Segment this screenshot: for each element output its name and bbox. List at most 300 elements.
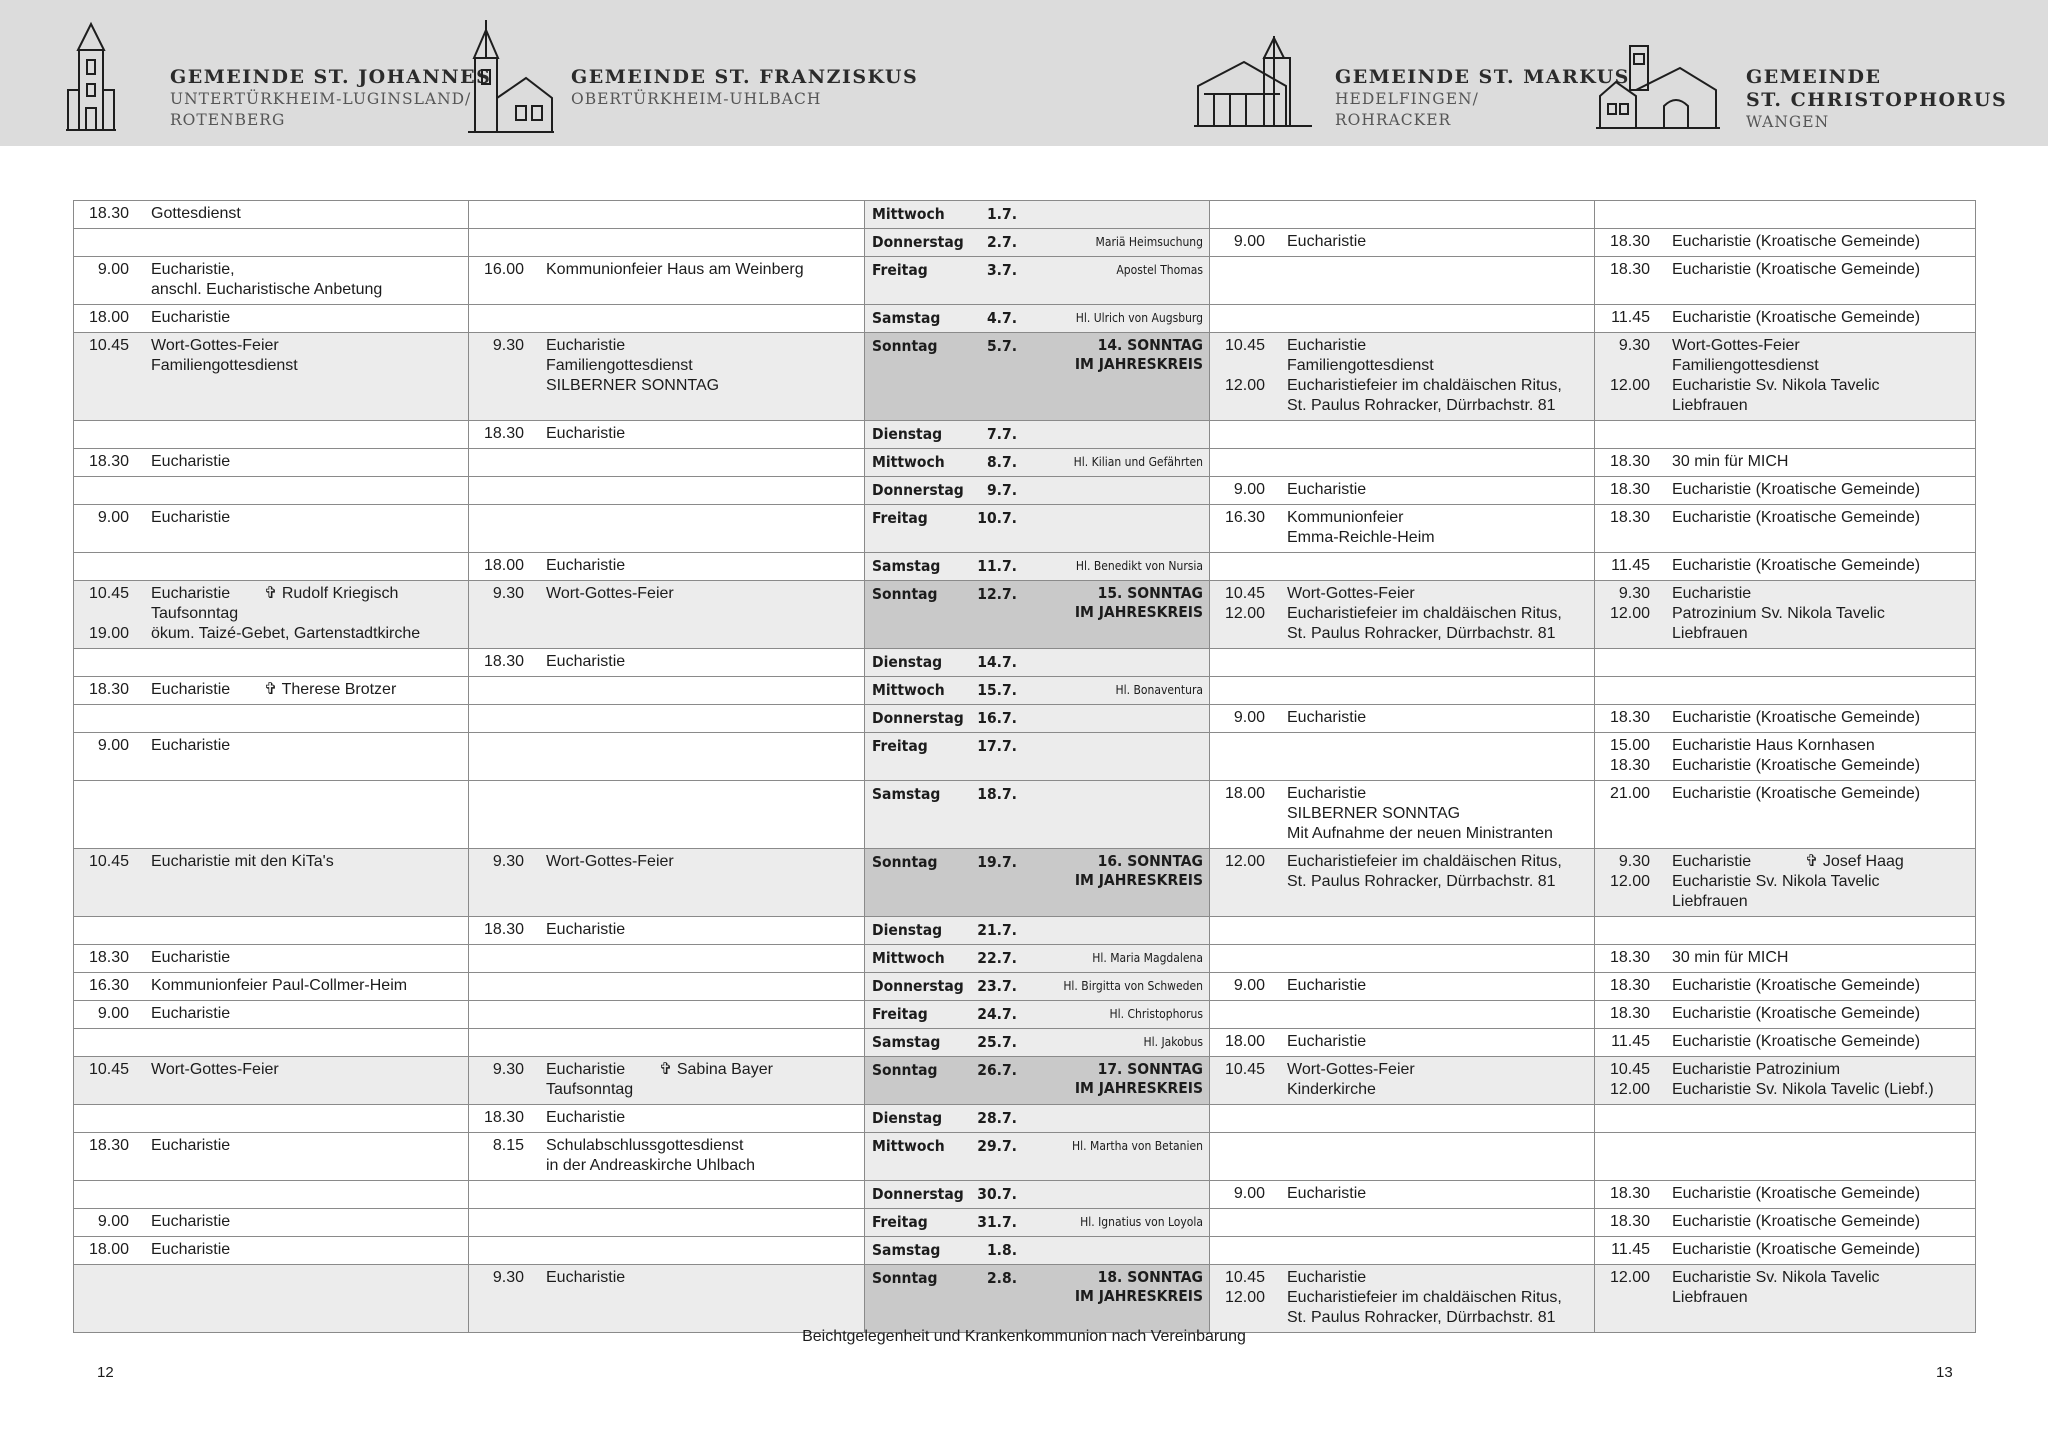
service-text [1265, 976, 1594, 996]
service-line [1595, 452, 1975, 472]
weekday: Sonntag [872, 585, 938, 603]
service-time: 10.45 [1224, 585, 1265, 602]
day-cell [865, 553, 1210, 581]
date: 9.7. [986, 481, 1017, 499]
service-line [1210, 1288, 1594, 1308]
parish-cell-c3 [1210, 973, 1595, 1001]
parish-cell-c4 [1595, 305, 1976, 333]
service-title: Liebfrauen [1672, 625, 1748, 642]
service-line [74, 948, 468, 968]
parish-cell-c2 [469, 449, 865, 477]
feast-label [1017, 1268, 1203, 1306]
date: 4.7. [986, 309, 1017, 327]
day-line [865, 736, 1209, 756]
day-cell [865, 849, 1210, 917]
service-title: Familiengottesdienst [151, 357, 298, 374]
feast-label [1017, 680, 1203, 700]
schedule-row [74, 1133, 1976, 1181]
schedule-row [74, 333, 1976, 421]
date: 16.7. [977, 709, 1017, 727]
day-cell [865, 1181, 1210, 1209]
parish-name-2: ST. CHRISTOPHORUS [1746, 89, 2008, 111]
service-title: Eucharistie [546, 1109, 626, 1126]
service-time [469, 1156, 524, 1176]
schedule-row [74, 477, 1976, 505]
service-time [469, 376, 524, 396]
date: 12.7. [977, 585, 1017, 603]
service-time: 19.00 [88, 625, 129, 642]
service-time: 10.45 [1224, 337, 1265, 354]
service-line [1210, 804, 1594, 824]
service-title: Taufsonntag [546, 1081, 634, 1098]
service-text [1650, 396, 1975, 416]
service-line [1210, 624, 1594, 644]
day-line [865, 652, 1209, 672]
service-text [1650, 784, 1975, 804]
feast-label [1017, 452, 1203, 472]
parish-cell-c4 [1595, 229, 1976, 257]
weekday: Freitag [872, 261, 928, 279]
feast-label-line: 17. SONNTAG [1097, 1060, 1203, 1078]
service-title: Familiengottesdienst [1287, 357, 1434, 374]
day-line [865, 680, 1209, 700]
service-title: Kommunionfeier [1287, 509, 1404, 526]
service-text [129, 604, 468, 624]
service-time: 18.30 [88, 949, 129, 966]
service-text [1265, 336, 1594, 356]
service-text [1265, 1032, 1594, 1052]
service-text [524, 424, 864, 444]
parish-cell-c4 [1595, 553, 1976, 581]
feast-label-line: Hl. Ignatius von Loyola [1080, 1215, 1203, 1229]
parish-cell-c3 [1210, 1133, 1595, 1181]
service-time: 21.00 [1609, 785, 1650, 802]
service-line [1210, 1080, 1594, 1100]
service-time: 18.00 [88, 309, 129, 326]
service-title: Eucharistie (Kroatische Gemeinde) [1672, 785, 1921, 802]
parish-area: UNTERTÜRKHEIM-LUGINSLAND/ [170, 90, 472, 108]
service-line [469, 1268, 864, 1288]
parish-cell-c1 [74, 1057, 469, 1105]
church-johannes-icon [66, 20, 116, 134]
service-title: 30 min für MICH [1672, 453, 1789, 470]
day-line [865, 1212, 1209, 1232]
service-text [1650, 1240, 1975, 1260]
service-title: Wort-Gottes-Feier [546, 853, 674, 870]
service-time: 18.30 [483, 653, 524, 670]
service-title: Eucharistie Sv. Nikola Tavelic [1672, 873, 1880, 890]
service-line [469, 376, 864, 396]
service-time [1210, 1080, 1265, 1100]
weekday: Samstag [872, 1241, 941, 1259]
day-cell [865, 1237, 1210, 1265]
weekday: Mittwoch [872, 1137, 945, 1155]
weekday: Donnerstag [872, 481, 964, 499]
service-title: Wort-Gottes-Feier [151, 337, 279, 354]
service-text [129, 280, 468, 300]
parish-cell-c1 [74, 505, 469, 553]
schedule-row [74, 305, 1976, 333]
service-line [1595, 976, 1975, 996]
feast-label [1017, 556, 1203, 576]
service-line [1210, 336, 1594, 356]
service-time: 18.30 [483, 1109, 524, 1126]
feast-label [1017, 948, 1203, 968]
service-title: Familiengottesdienst [546, 357, 693, 374]
feast-label [1017, 1240, 1203, 1260]
parish-cell-c1 [74, 229, 469, 257]
service-text [1650, 756, 1975, 776]
service-title: Eucharistie [151, 453, 231, 470]
service-time: 18.30 [1609, 977, 1650, 994]
service-line [469, 1080, 864, 1100]
day-line [865, 204, 1209, 224]
service-title: Eucharistie (Kroatische Gemeinde) [1672, 557, 1921, 574]
day-line [865, 1136, 1209, 1156]
service-title: Familiengottesdienst [1672, 357, 1819, 374]
service-text [129, 336, 468, 356]
day-cell [865, 229, 1210, 257]
service-time: 10.45 [88, 1061, 129, 1078]
service-text [1265, 1080, 1594, 1100]
service-text [1650, 892, 1975, 912]
service-text [1265, 1184, 1594, 1204]
service-line [1210, 976, 1594, 996]
service-time: 12.00 [1224, 1289, 1265, 1306]
service-line [1595, 892, 1975, 912]
service-title: Eucharistie Sv. Nikola Tavelic (Liebf.) [1672, 1081, 1934, 1098]
feast-label [1017, 1004, 1203, 1024]
service-text [1265, 480, 1594, 500]
date: 25.7. [977, 1033, 1017, 1051]
service-text [1650, 1268, 1975, 1288]
parish-cell-c4 [1595, 333, 1976, 421]
service-text [1650, 508, 1975, 528]
parish-cell-c3 [1210, 677, 1595, 705]
service-text [129, 948, 468, 968]
service-time: 9.30 [492, 1269, 524, 1286]
feast-label [1017, 232, 1203, 252]
service-title: Eucharistie [1287, 481, 1367, 498]
service-title: Eucharistie (Kroatische Gemeinde) [1672, 1185, 1921, 1202]
parish-cell-c4 [1595, 917, 1976, 945]
weekday: Mittwoch [872, 949, 945, 967]
service-text [1650, 1060, 1975, 1080]
parish-cell-c3 [1210, 705, 1595, 733]
service-text [1650, 1212, 1975, 1232]
service-line [1595, 852, 1975, 872]
service-title: Eucharistie [546, 1061, 626, 1078]
service-time: 18.30 [1609, 757, 1650, 774]
service-title: Eucharistie [151, 509, 231, 526]
service-text [1265, 708, 1594, 728]
service-title: Eucharistie (Kroatische Gemeinde) [1672, 481, 1921, 498]
service-line [1595, 480, 1975, 500]
schedule-row [74, 505, 1976, 553]
service-text [129, 452, 468, 472]
parish-cell-c2 [469, 1181, 865, 1209]
parish-name: GEMEINDE ST. FRANZISKUS [571, 66, 919, 88]
service-text [524, 1268, 864, 1288]
service-title: Eucharistie [1287, 785, 1367, 802]
parish-cell-c3 [1210, 229, 1595, 257]
parish-area: HEDELFINGEN/ [1335, 90, 1479, 108]
service-text [524, 1060, 864, 1080]
service-title: Eucharistie [546, 1269, 626, 1286]
service-text [129, 1136, 468, 1156]
service-time: 10.45 [1224, 1269, 1265, 1286]
parish-cell-c2 [469, 945, 865, 973]
feast-label-line: IM JAHRESKREIS [1074, 1079, 1203, 1097]
service-time: 10.45 [88, 853, 129, 870]
parish-cell-c2 [469, 781, 865, 849]
service-title: SILBERNER SONNTAG [546, 377, 720, 394]
day-cell [865, 733, 1210, 781]
service-line [1595, 872, 1975, 892]
parish-cell-c2 [469, 257, 865, 305]
parish-cell-c1 [74, 201, 469, 229]
service-title: Eucharistie Sv. Nikola Tavelic [1672, 1269, 1880, 1286]
service-title: Eucharistie [1287, 337, 1367, 354]
date: 7.7. [986, 425, 1017, 443]
service-text [1650, 736, 1975, 756]
date: 3.7. [986, 261, 1017, 279]
service-time: 12.00 [1609, 1081, 1650, 1098]
parish-cell-c2 [469, 1001, 865, 1029]
service-line [74, 204, 468, 224]
service-time: 18.30 [1609, 481, 1650, 498]
service-line [1595, 260, 1975, 280]
schedule-row [74, 945, 1976, 973]
service-text [1650, 556, 1975, 576]
service-text [1265, 1288, 1594, 1308]
service-title: Eucharistie [546, 653, 626, 670]
service-time [1595, 1288, 1650, 1308]
parish-christophorus [1746, 66, 2007, 133]
parish-cell-c1 [74, 849, 469, 917]
service-line [74, 280, 468, 300]
service-time: 12.00 [1224, 605, 1265, 622]
service-line [469, 1060, 864, 1080]
service-line [469, 1136, 864, 1156]
service-line [74, 1240, 468, 1260]
service-line [469, 1156, 864, 1176]
weekday: Donnerstag [872, 1185, 964, 1203]
parish-cell-c4 [1595, 257, 1976, 305]
service-title: Eucharistie [546, 921, 626, 938]
service-text [524, 376, 864, 396]
parish-cell-c3 [1210, 449, 1595, 477]
service-text [1265, 376, 1594, 396]
service-time: 18.30 [88, 681, 129, 698]
feast-label [1017, 1060, 1203, 1098]
weekday: Freitag [872, 737, 928, 755]
service-line [74, 1212, 468, 1232]
day-line [865, 784, 1209, 804]
parish-cell-c3 [1210, 849, 1595, 917]
parish-cell-c1 [74, 1181, 469, 1209]
service-text [1265, 584, 1594, 604]
day-cell [865, 581, 1210, 649]
service-title: St. Paulus Rohracker, Dürrbachstr. 81 [1287, 1309, 1556, 1326]
service-time: 18.30 [1609, 709, 1650, 726]
service-time [74, 356, 129, 376]
parish-cell-c1 [74, 1029, 469, 1057]
service-title: ökum. Taizé-Gebet, Gartenstadtkirche [151, 625, 421, 642]
service-line [1595, 1032, 1975, 1052]
parish-area: ROTENBERG [170, 111, 286, 129]
service-time: 18.00 [88, 1241, 129, 1258]
parish-cell-c4 [1595, 1001, 1976, 1029]
service-title: Eucharistie [1672, 585, 1752, 602]
parish-cell-c2 [469, 733, 865, 781]
service-title: Eucharistie [1287, 1269, 1367, 1286]
day-cell [865, 917, 1210, 945]
service-title: Eucharistie [546, 557, 626, 574]
parish-cell-c3 [1210, 505, 1595, 553]
feast-label [1017, 424, 1203, 444]
day-cell [865, 421, 1210, 449]
service-title: Eucharistie [151, 737, 231, 754]
parish-cell-c1 [74, 1237, 469, 1265]
service-time: 18.30 [1609, 1005, 1650, 1022]
weekday: Samstag [872, 1033, 941, 1051]
date: 30.7. [977, 1185, 1017, 1203]
service-line [74, 680, 468, 700]
service-title: Wort-Gottes-Feier [1672, 337, 1800, 354]
day-cell [865, 1029, 1210, 1057]
weekday: Mittwoch [872, 205, 945, 223]
date: 24.7. [977, 1005, 1017, 1023]
schedule-row [74, 1057, 1976, 1105]
service-time: 16.00 [483, 261, 524, 278]
service-title: Kommunionfeier Haus am Weinberg [546, 261, 804, 278]
service-text [129, 1240, 468, 1260]
day-cell [865, 305, 1210, 333]
day-line [865, 920, 1209, 940]
service-title: Eucharistie [151, 1005, 231, 1022]
parish-cell-c3 [1210, 1001, 1595, 1029]
service-title: Eucharistie [1672, 853, 1752, 870]
feast-label-line: Hl. Bonaventura [1115, 683, 1203, 697]
service-title: Eucharistie (Kroatische Gemeinde) [1672, 977, 1921, 994]
service-line [1595, 356, 1975, 376]
service-time [1210, 1308, 1265, 1328]
service-time: 9.00 [1233, 977, 1265, 994]
feast-label-line: Hl. Ulrich von Augsburg [1075, 311, 1203, 325]
service-text [129, 736, 468, 756]
date: 2.8. [986, 1269, 1017, 1287]
schedule-row [74, 781, 1976, 849]
service-time: 11.45 [1611, 309, 1650, 326]
service-time: 18.30 [483, 425, 524, 442]
parish-cell-c4 [1595, 1181, 1976, 1209]
service-time: 8.15 [492, 1137, 524, 1154]
service-time: 12.00 [1224, 377, 1265, 394]
service-title: Eucharistie, [151, 261, 235, 278]
service-time: 9.00 [97, 1213, 129, 1230]
date: 29.7. [977, 1137, 1017, 1155]
service-text [129, 308, 468, 328]
weekday: Freitag [872, 1213, 928, 1231]
service-text [1650, 1032, 1975, 1052]
service-time [1210, 528, 1265, 548]
service-line [469, 260, 864, 280]
service-text [524, 556, 864, 576]
service-time: 9.00 [97, 261, 129, 278]
service-title: Emma-Reichle-Heim [1287, 529, 1435, 546]
service-time: 18.00 [1224, 785, 1265, 802]
day-cell [865, 1133, 1210, 1181]
day-cell [865, 449, 1210, 477]
day-line [865, 308, 1209, 328]
service-line [1210, 1184, 1594, 1204]
parish-cell-c3 [1210, 581, 1595, 649]
day-line [865, 508, 1209, 528]
weekday: Samstag [872, 309, 941, 327]
service-title: Gottesdienst [151, 205, 241, 222]
service-text [524, 356, 864, 376]
feast-label [1017, 976, 1203, 996]
service-text [129, 976, 468, 996]
day-line [865, 708, 1209, 728]
service-title: Eucharistie [151, 1137, 231, 1154]
feast-label-line: Hl. Benedikt von Nursia [1075, 559, 1203, 573]
weekday: Samstag [872, 557, 941, 575]
service-title: Taufsonntag [151, 605, 239, 622]
day-cell [865, 973, 1210, 1001]
service-time: 9.30 [1618, 853, 1650, 870]
service-time: 18.30 [1609, 261, 1650, 278]
parish-cell-c1 [74, 1265, 469, 1333]
service-title: Eucharistie [546, 425, 626, 442]
service-text [1650, 1080, 1975, 1100]
schedule-row [74, 849, 1976, 917]
service-line [74, 1004, 468, 1024]
memorial-cross-note: ✞ Rudolf Kriegisch [264, 585, 399, 602]
service-text [524, 1156, 864, 1176]
service-title: SILBERNER SONNTAG [1287, 805, 1461, 822]
service-time: 9.30 [1618, 585, 1650, 602]
schedule-row [74, 201, 1976, 229]
service-title: Eucharistie (Kroatische Gemeinde) [1672, 509, 1921, 526]
parish-cell-c1 [74, 449, 469, 477]
service-line [1595, 584, 1975, 604]
service-text [1650, 308, 1975, 328]
parish-cell-c3 [1210, 477, 1595, 505]
parish-cell-c2 [469, 505, 865, 553]
service-text [524, 1136, 864, 1156]
date: 26.7. [977, 1061, 1017, 1079]
service-line [74, 1136, 468, 1156]
service-text [1265, 396, 1594, 416]
feast-label [1017, 204, 1203, 224]
service-line [1595, 308, 1975, 328]
parish-cell-c2 [469, 1057, 865, 1105]
service-title: Wort-Gottes-Feier [1287, 1061, 1415, 1078]
feast-label-line: Apostel Thomas [1116, 263, 1203, 277]
service-time: 9.30 [492, 853, 524, 870]
service-time [1210, 356, 1265, 376]
day-line [865, 480, 1209, 500]
parish-cell-c4 [1595, 1209, 1976, 1237]
service-time: 18.30 [1609, 1213, 1650, 1230]
service-time: 10.45 [88, 337, 129, 354]
feast-label [1017, 508, 1203, 528]
parish-cell-c2 [469, 1133, 865, 1181]
schedule-row [74, 257, 1976, 305]
parish-cell-c3 [1210, 1209, 1595, 1237]
